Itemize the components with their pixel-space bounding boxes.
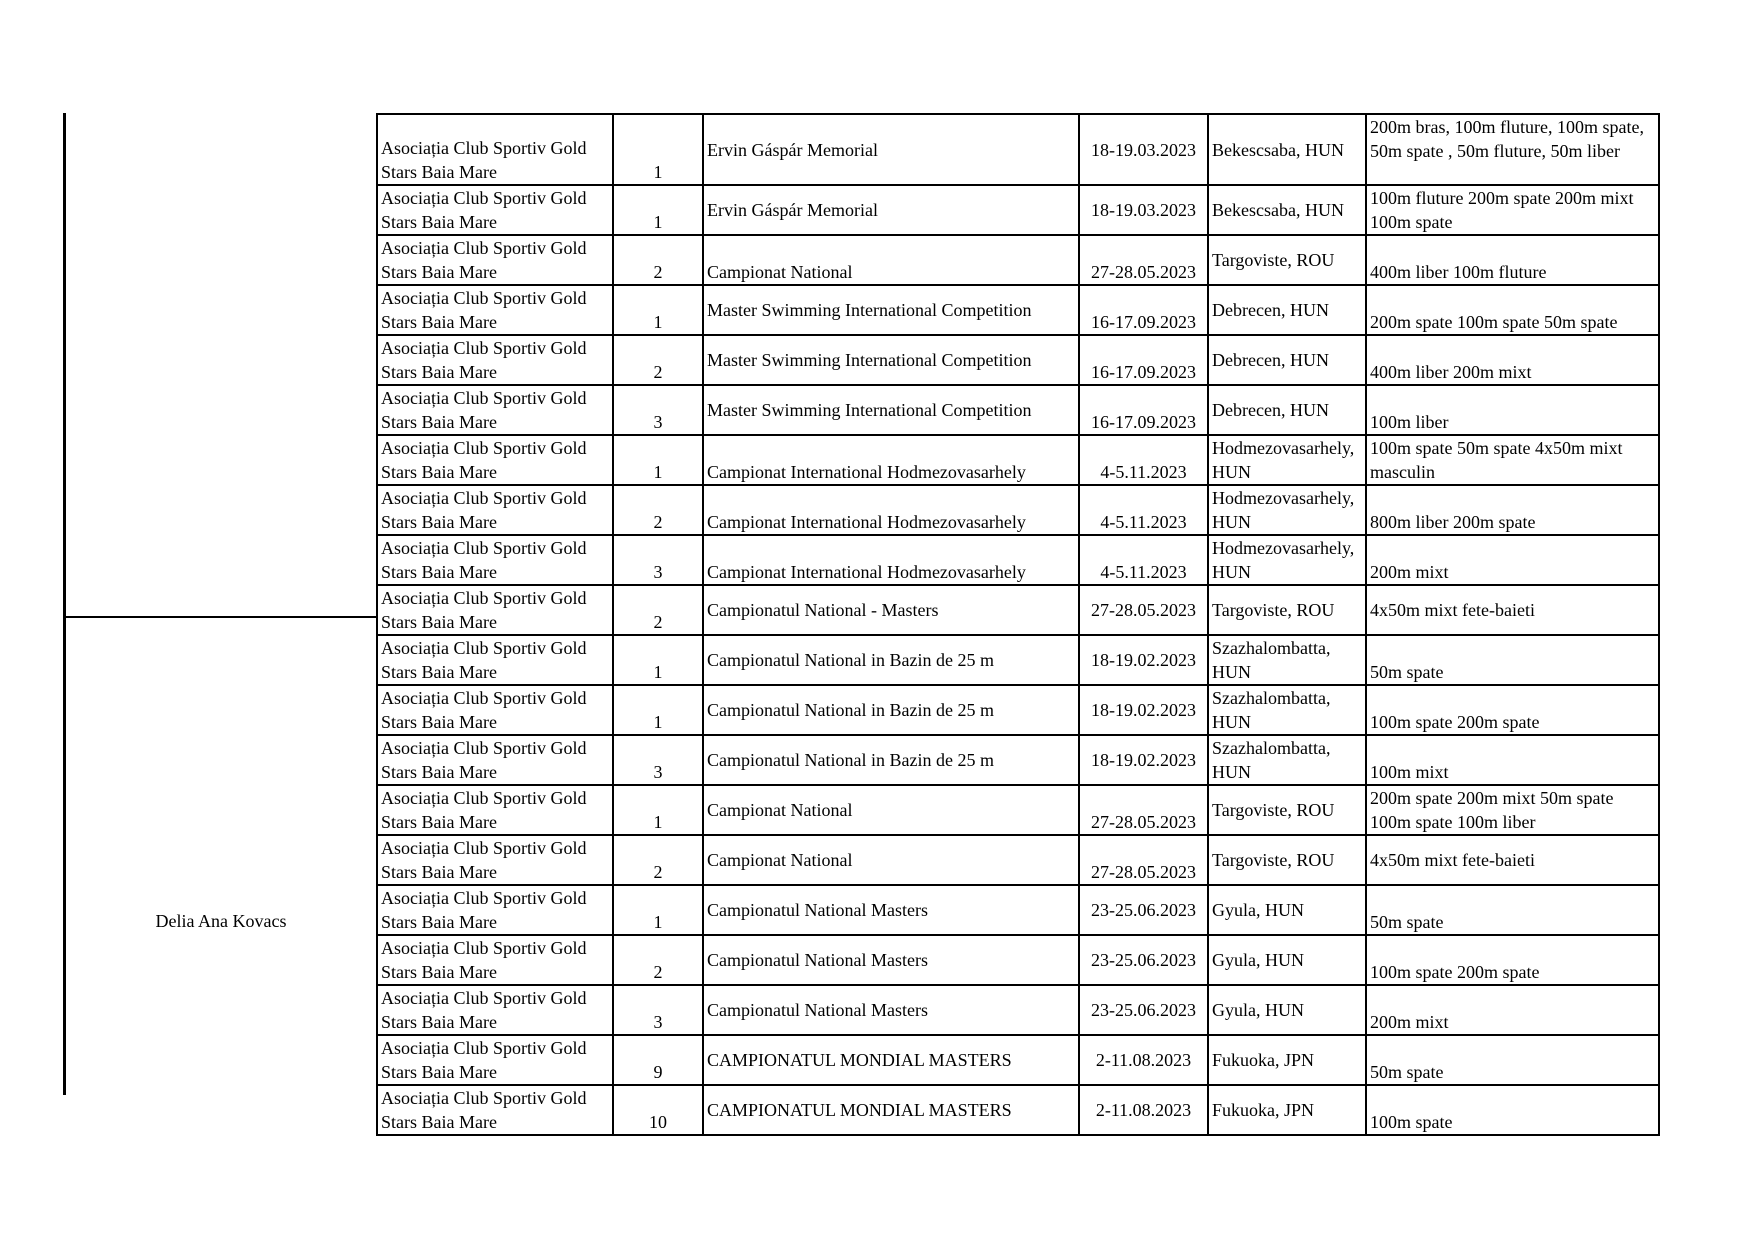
competition-cell: Campionatul National Masters [703,985,1079,1035]
location-cell: Fukuoka, JPN [1208,1035,1366,1085]
place-cell: 1 [613,285,703,335]
date-cell: 4-5.11.2023 [1079,485,1208,535]
events-cell: 50m spate [1366,635,1659,685]
date-cell: 23-25.06.2023 [1079,985,1208,1035]
club-cell: Asociația Club Sportiv Gold Stars Baia Mare [377,385,613,435]
competition-cell: Campionat National [703,835,1079,885]
events-cell: 100m spate 200m spate [1366,935,1659,985]
date-cell: 27-28.05.2023 [1079,785,1208,835]
table-row [377,985,1659,1035]
table-row [377,885,1659,935]
table-row [377,335,1659,385]
table-row [377,535,1659,585]
table-row [377,735,1659,785]
date-cell: 18-19.02.2023 [1079,735,1208,785]
date-cell: 18-19.02.2023 [1079,685,1208,735]
club-cell: Asociația Club Sportiv Gold Stars Baia Mare [377,485,613,535]
competition-cell: Campionatul National Masters [703,885,1079,935]
location-cell: Targoviste, ROU [1208,785,1366,835]
events-cell: 100m mixt [1366,735,1659,785]
competition-cell: Campionatul National in Bazin de 25 m [703,685,1079,735]
competition-cell: Campionat International Hodmezovasarhely [703,435,1079,485]
location-cell: Gyula, HUN [1208,935,1366,985]
table-row [377,385,1659,435]
competition-cell: Master Swimming International Competition [703,285,1079,335]
competition-cell: Campionat National [703,235,1079,285]
place-cell: 2 [613,235,703,285]
location-cell: Hodmezovasarhely, HUN [1208,535,1366,585]
date-cell: 18-19.03.2023 [1079,185,1208,235]
club-cell: Asociația Club Sportiv Gold Stars Baia Mare [377,535,613,585]
events-cell: 400m liber 200m mixt [1366,335,1659,385]
location-cell: Debrecen, HUN [1208,285,1366,335]
table-row [377,114,1659,185]
club-cell: Asociația Club Sportiv Gold Stars Baia Mare [377,935,613,985]
date-cell: 16-17.09.2023 [1079,385,1208,435]
table-row [377,235,1659,285]
club-cell: Asociația Club Sportiv Gold Stars Baia Mare [377,835,613,885]
club-cell: Asociația Club Sportiv Gold Stars Baia Mare [377,635,613,685]
table-row [377,285,1659,335]
events-cell: 4x50m mixt fete-baieti [1366,585,1659,635]
club-cell: Asociația Club Sportiv Gold Stars Baia Mare [377,114,613,185]
location-cell: Gyula, HUN [1208,885,1366,935]
club-cell: Asociația Club Sportiv Gold Stars Baia Mare [377,885,613,935]
date-cell: 18-19.03.2023 [1079,114,1208,185]
competition-cell: CAMPIONATUL MONDIAL MASTERS [703,1085,1079,1135]
events-cell: 100m spate 200m spate [1366,685,1659,735]
location-cell: Szazhalombatta, HUN [1208,635,1366,685]
club-cell: Asociația Club Sportiv Gold Stars Baia Mare [377,1035,613,1085]
table-row [377,485,1659,535]
events-cell: 50m spate [1366,1035,1659,1085]
place-cell: 2 [613,485,703,535]
events-cell: 200m mixt [1366,985,1659,1035]
place-cell: 1 [613,685,703,735]
events-cell: 200m spate 200m mixt 50m spate 100m spate 100m liber [1366,785,1659,835]
competition-cell: Campionatul National - Masters [703,585,1079,635]
date-cell: 2-11.08.2023 [1079,1085,1208,1135]
place-cell: 1 [613,185,703,235]
club-cell: Asociația Club Sportiv Gold Stars Baia Mare [377,685,613,735]
location-cell: Debrecen, HUN [1208,335,1366,385]
location-cell: Targoviste, ROU [1208,585,1366,635]
competition-cell: CAMPIONATUL MONDIAL MASTERS [703,1035,1079,1085]
place-cell: 3 [613,985,703,1035]
club-cell: Asociația Club Sportiv Gold Stars Baia Mare [377,1085,613,1135]
date-cell: 16-17.09.2023 [1079,285,1208,335]
club-cell: Asociația Club Sportiv Gold Stars Baia Mare [377,235,613,285]
date-cell: 4-5.11.2023 [1079,435,1208,485]
competition-cell: Ervin Gáspár Memorial [703,185,1079,235]
place-cell: 2 [613,835,703,885]
events-cell: 100m fluture 200m spate 200m mixt 100m spate [1366,185,1659,235]
athlete-divider-line [63,616,376,618]
club-cell: Asociația Club Sportiv Gold Stars Baia Mare [377,785,613,835]
competition-cell: Campionatul National in Bazin de 25 m [703,735,1079,785]
competition-cell: Campionatul National in Bazin de 25 m [703,635,1079,685]
place-cell: 1 [613,785,703,835]
competition-cell: Campionatul National Masters [703,935,1079,985]
date-cell: 23-25.06.2023 [1079,935,1208,985]
club-cell: Asociația Club Sportiv Gold Stars Baia Mare [377,335,613,385]
club-cell: Asociația Club Sportiv Gold Stars Baia Mare [377,285,613,335]
table-row [377,835,1659,885]
location-cell: Hodmezovasarhely, HUN [1208,485,1366,535]
place-cell: 2 [613,335,703,385]
date-cell: 27-28.05.2023 [1079,835,1208,885]
table-row [377,635,1659,685]
location-cell: Hodmezovasarhely, HUN [1208,435,1366,485]
place-cell: 1 [613,885,703,935]
events-cell: 200m bras, 100m fluture, 100m spate, 50m spate , 50m fluture, 50m liber [1366,114,1659,185]
club-cell: Asociația Club Sportiv Gold Stars Baia Mare [377,435,613,485]
athlete-name: Delia Ana Kovacs [155,911,287,931]
events-cell: 50m spate [1366,885,1659,935]
date-cell: 18-19.02.2023 [1079,635,1208,685]
place-cell: 1 [613,435,703,485]
location-cell: Gyula, HUN [1208,985,1366,1035]
date-cell: 27-28.05.2023 [1079,585,1208,635]
table-row [377,1085,1659,1135]
events-cell: 100m liber [1366,385,1659,435]
competition-cell: Ervin Gáspár Memorial [703,114,1079,185]
date-cell: 4-5.11.2023 [1079,535,1208,585]
place-cell: 2 [613,585,703,635]
club-cell: Asociația Club Sportiv Gold Stars Baia Mare [377,585,613,635]
table-row [377,185,1659,235]
location-cell: Targoviste, ROU [1208,235,1366,285]
competition-cell: Campionat International Hodmezovasarhely [703,535,1079,585]
place-cell: 3 [613,385,703,435]
club-cell: Asociația Club Sportiv Gold Stars Baia Mare [377,985,613,1035]
competition-cell: Campionat International Hodmezovasarhely [703,485,1079,535]
place-cell: 2 [613,935,703,985]
table-row [377,435,1659,485]
date-cell: 23-25.06.2023 [1079,885,1208,935]
location-cell: Fukuoka, JPN [1208,1085,1366,1135]
table-row [377,585,1659,635]
club-cell: Asociația Club Sportiv Gold Stars Baia Mare [377,185,613,235]
place-cell: 3 [613,535,703,585]
location-cell: Szazhalombatta, HUN [1208,735,1366,785]
events-cell: 200m spate 100m spate 50m spate [1366,285,1659,335]
events-cell: 200m mixt [1366,535,1659,585]
events-cell: 4x50m mixt fete-baieti [1366,835,1659,885]
events-cell: 400m liber 100m fluture [1366,235,1659,285]
events-cell: 100m spate [1366,1085,1659,1135]
date-cell: 27-28.05.2023 [1079,235,1208,285]
place-cell: 3 [613,735,703,785]
table-row [377,935,1659,985]
competition-cell: Master Swimming International Competition [703,385,1079,435]
date-cell: 2-11.08.2023 [1079,1035,1208,1085]
place-cell: 1 [613,114,703,185]
location-cell: Szazhalombatta, HUN [1208,685,1366,735]
results-table [376,113,1660,1136]
location-cell: Bekescsaba, HUN [1208,114,1366,185]
events-cell: 800m liber 200m spate [1366,485,1659,535]
location-cell: Bekescsaba, HUN [1208,185,1366,235]
date-cell: 16-17.09.2023 [1079,335,1208,385]
table-row [377,1035,1659,1085]
competition-cell: Master Swimming International Competition [703,335,1079,385]
location-cell: Targoviste, ROU [1208,835,1366,885]
place-cell: 10 [613,1085,703,1135]
location-cell: Debrecen, HUN [1208,385,1366,435]
club-cell: Asociația Club Sportiv Gold Stars Baia Mare [377,735,613,785]
competition-cell: Campionat National [703,785,1079,835]
left-border-rule [63,113,66,1095]
place-cell: 9 [613,1035,703,1085]
table-row [377,785,1659,835]
events-cell: 100m spate 50m spate 4x50m mixt masculin [1366,435,1659,485]
table-row [377,685,1659,735]
place-cell: 1 [613,635,703,685]
